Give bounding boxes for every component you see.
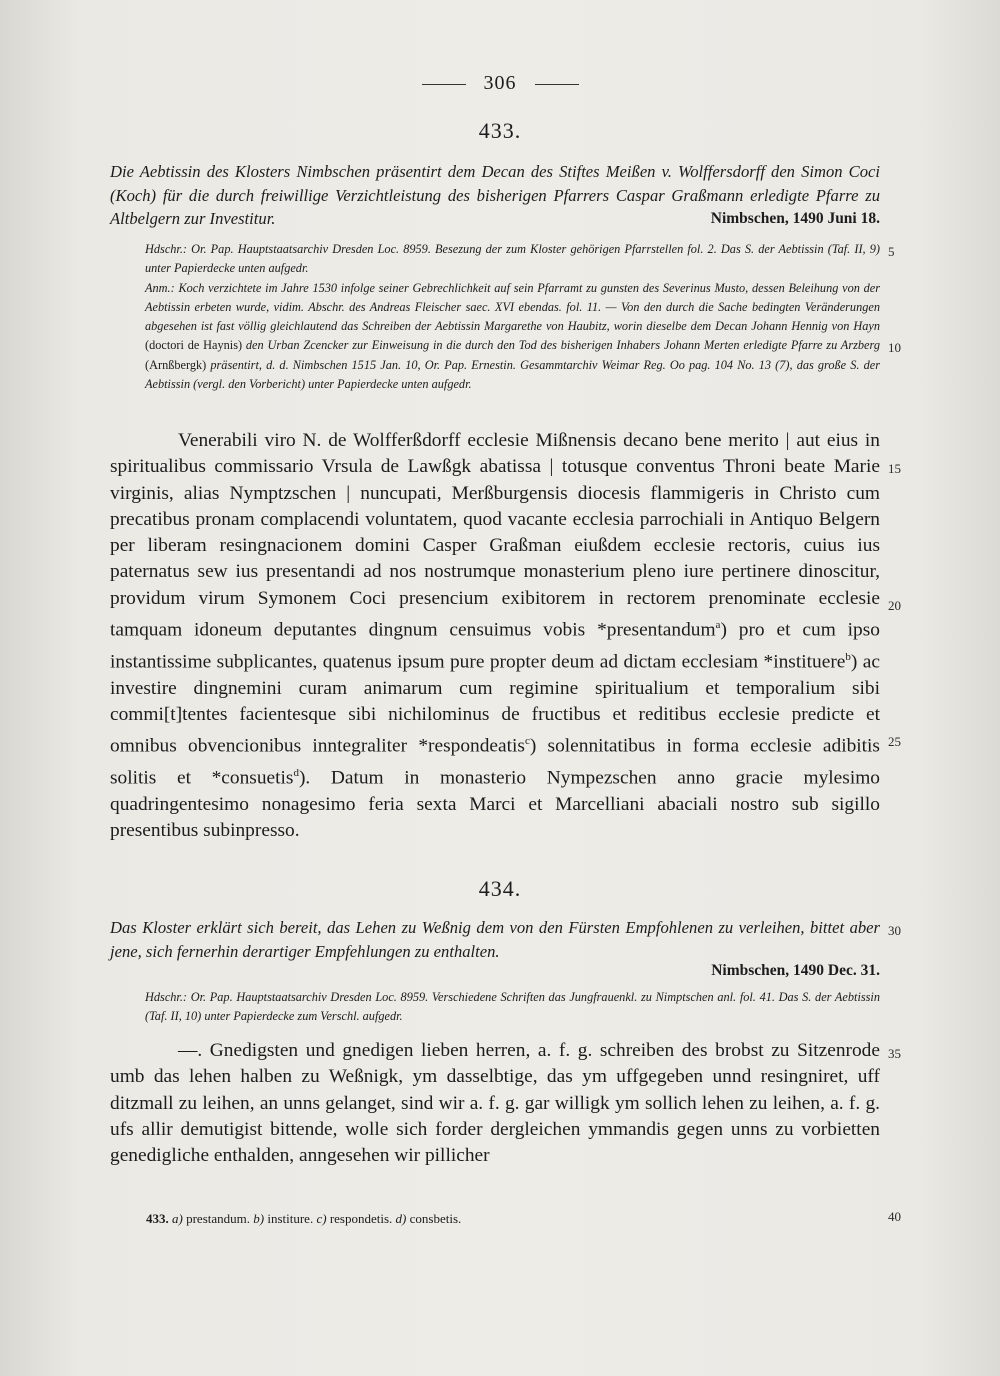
line-number: 40 xyxy=(888,1209,901,1224)
page-header xyxy=(0,72,1000,95)
doc-434-notes xyxy=(145,988,880,1027)
hdschr-label: Hdschr.: xyxy=(145,242,188,256)
footnote-letter: d) xyxy=(395,1211,407,1226)
line-number: 20 xyxy=(888,598,901,613)
line-number: 10 xyxy=(888,340,901,355)
doc-433-number: 433. xyxy=(478,118,522,143)
line-number: 30 xyxy=(888,923,901,938)
footnote-letter: a) xyxy=(172,1211,183,1226)
anm-text-2: (doctori de Haynis) xyxy=(145,338,243,353)
doc-433-notes xyxy=(145,240,880,394)
hdschr-text: Or. Pap. Hauptstaatsarchiv Dresden Loc. 8959. Verschiedene Schriften das Jungfrauenkl. zu Nimptschen anl. fol. 41. Das S. der Aebtissin (Taf. II, 10) unter Papierdecke zum Verschl. aufgedr. xyxy=(145,990,880,1024)
page-number: 306 xyxy=(483,72,517,94)
doc-434-hdschr xyxy=(145,988,880,1027)
footnotes xyxy=(146,1211,461,1227)
line-number: 25 xyxy=(888,734,901,749)
anm-label: Anm.: xyxy=(145,280,175,295)
header-rule-left xyxy=(422,84,466,85)
doc-434-number: 434. xyxy=(478,876,522,901)
doc-434-text: —. Gnedigsten und gnedigen lieben herren, a. f. g. schreiben des brobst zu Sitzenrode umb das lehen halben zu Weßnigk, ym dasselbtige, das ym uffgegeben unnd resingniret, uff ditzmall zu leihen, an unns gelanget, sind wir a. f. g. gar willigk ym sollich lehen zu leihen, a. f. g. ufs allir demutigist bittende, wolle sich forder dergleichen ymmandis gegen unns zu vorbietten genedigliche enthalden, anngesehen wir pillicher xyxy=(110,1040,880,1167)
doc-433-body xyxy=(110,428,880,844)
footnote-text: respondetis. xyxy=(329,1211,393,1226)
footnote-letter: b) xyxy=(253,1211,265,1226)
hdschr-label: Hdschr.: xyxy=(145,990,188,1004)
doc-433-regest xyxy=(110,160,880,231)
footnote-letter: c) xyxy=(316,1211,327,1226)
doc-433-regest-text: Die Aebtissin des Klosters Nimbschen präsentirt dem Decan des Stiftes Meißen v. Wolffersdorff den Simon Coci (Koch) für die durch freiwillige Verzichtleistung des bisherigen Pfarrers Caspar Graßmann erledigte Pfarre zu Altbelgern zur Investitur. xyxy=(110,162,880,228)
hdschr-text: Or. Pap. Hauptstaatsarchiv Dresden Loc. 8959. Besezung der zum Kloster gehörigen Pfarrstellen fol. 2. Das S. der Aebtissin (Taf. II, 9) unter Papierdecke unten aufgedr. xyxy=(145,242,880,276)
footnote-ref: 433. xyxy=(146,1211,169,1226)
doc-434-dateline: Nimbschen, 1490 Dec. 31. xyxy=(711,962,880,979)
header-rule-right xyxy=(535,84,579,85)
footnote-text: consbetis. xyxy=(409,1211,462,1226)
footnote-marker: c xyxy=(524,735,530,748)
doc-433-anm xyxy=(145,279,880,395)
footnote-marker: a xyxy=(715,619,721,632)
line-number: 5 xyxy=(888,244,895,259)
anm-text-1: Koch verzichtete im Jahre 1530 infolge seiner Gebrechlichkeit auf sein Pfarramt zu gunsten des Severinus Musto, dessen Beleihung von der Aebtissin erbeten wurde, vidim. Abschr. des Andreas Fleischer saec. XVI ebendas. fol. 11. — Von den durch die Sache bedingten Veränderungen abgesehen ist fast völlig gleichlautend das Schreiben der Aebtissin Margarethe von Haubitz, worin dieselbe dem Decan Johann Hennig von Hayn xyxy=(145,280,880,334)
footnote-marker: b xyxy=(845,650,851,663)
anm-text-4: (Arnßbergk) xyxy=(145,357,207,372)
doc-434-regest: Das Kloster erklärt sich bereit, das Lehen zu Weßnig dem von den Fürsten Empfohlenen zu verleihen, bittet aber jene, sich fernerhin derartiger Empfehlungen zu enthalten. xyxy=(110,918,880,961)
anm-text-3: den Urban Zcencker zur Einweisung in die durch den Tod des bisherigen Inhabers Johann Merten erledigte Pfarre zu Arzberg xyxy=(242,338,880,353)
doc-433-hdschr xyxy=(145,240,880,279)
footnote-marker: d xyxy=(293,766,299,779)
footnote-text: prestandum. xyxy=(186,1211,250,1226)
line-number: 35 xyxy=(888,1046,901,1061)
anm-text-5: präsentirt, d. d. Nimbschen 1515 Jan. 10, Or. Pap. Ernestin. Gesammtarchiv Weimar Reg. Oo pag. 104 No. 13 (7), das große S. der Aebtissin (vergl. den Vorbericht) unter Papierdecke unten aufgedr. xyxy=(145,357,880,392)
doc-433-text: Venerabili viro N. de Wolfferßdorff ecclesie Mißnensis decano bene merito | aut eius in spiritualibus commissario Vrsula de Lawßgk abatissa | totusque conventus Throni beate Marie virginis, alias Nymptzschen | nuncupati, Merßburgensis diocesis flammigeris in Christo cum precatibus pronam complacendi voluntatem, quod vacante ecclesia parrochiali in Antiquo Belgern per liberam resingnacionem domini Casper Graßman eiußdem ecclesie rectoris, cuius ius paternatus sew ius presentandi ad nos nostrumque monasterium pleno iure pertinere dinoscitur, providum virum Symonem Coci presencium exibitorem in rectorem prenominate ecclesie tamquam idoneum deputantes dingnum censuimus vobis *presentandum$^a$) pro et cum ipso instantissime subplicantes, quatenus ipsum pure propter deum ad dictam ecclesiam *instituere$^b$) ac investire dingnemini curam animarum cum regimine spiritualium et temporalium sibi commi[t]tentes facientesque sibi nichilominus de fructibus et reditibus ecclesie predicte et omnibus obvencionibus inntegraliter *respondeatis$^c$) solennitatibus in forma ecclesie adibitis solitis et *consuetis$^d$). Datum in monasterio Nympezschen anno gracie mylesimo quadringentesimo nonagesimo feria sexta Marci et Marcelliani abaciali nostro sub sigillo presentibus subinpresso. xyxy=(110,430,880,842)
doc-434-body xyxy=(110,1038,880,1169)
footnote-text: institure. xyxy=(267,1211,314,1226)
line-number: 15 xyxy=(888,461,901,476)
doc-433-dateline: Nimbschen, 1490 Juni 18. xyxy=(710,210,880,227)
